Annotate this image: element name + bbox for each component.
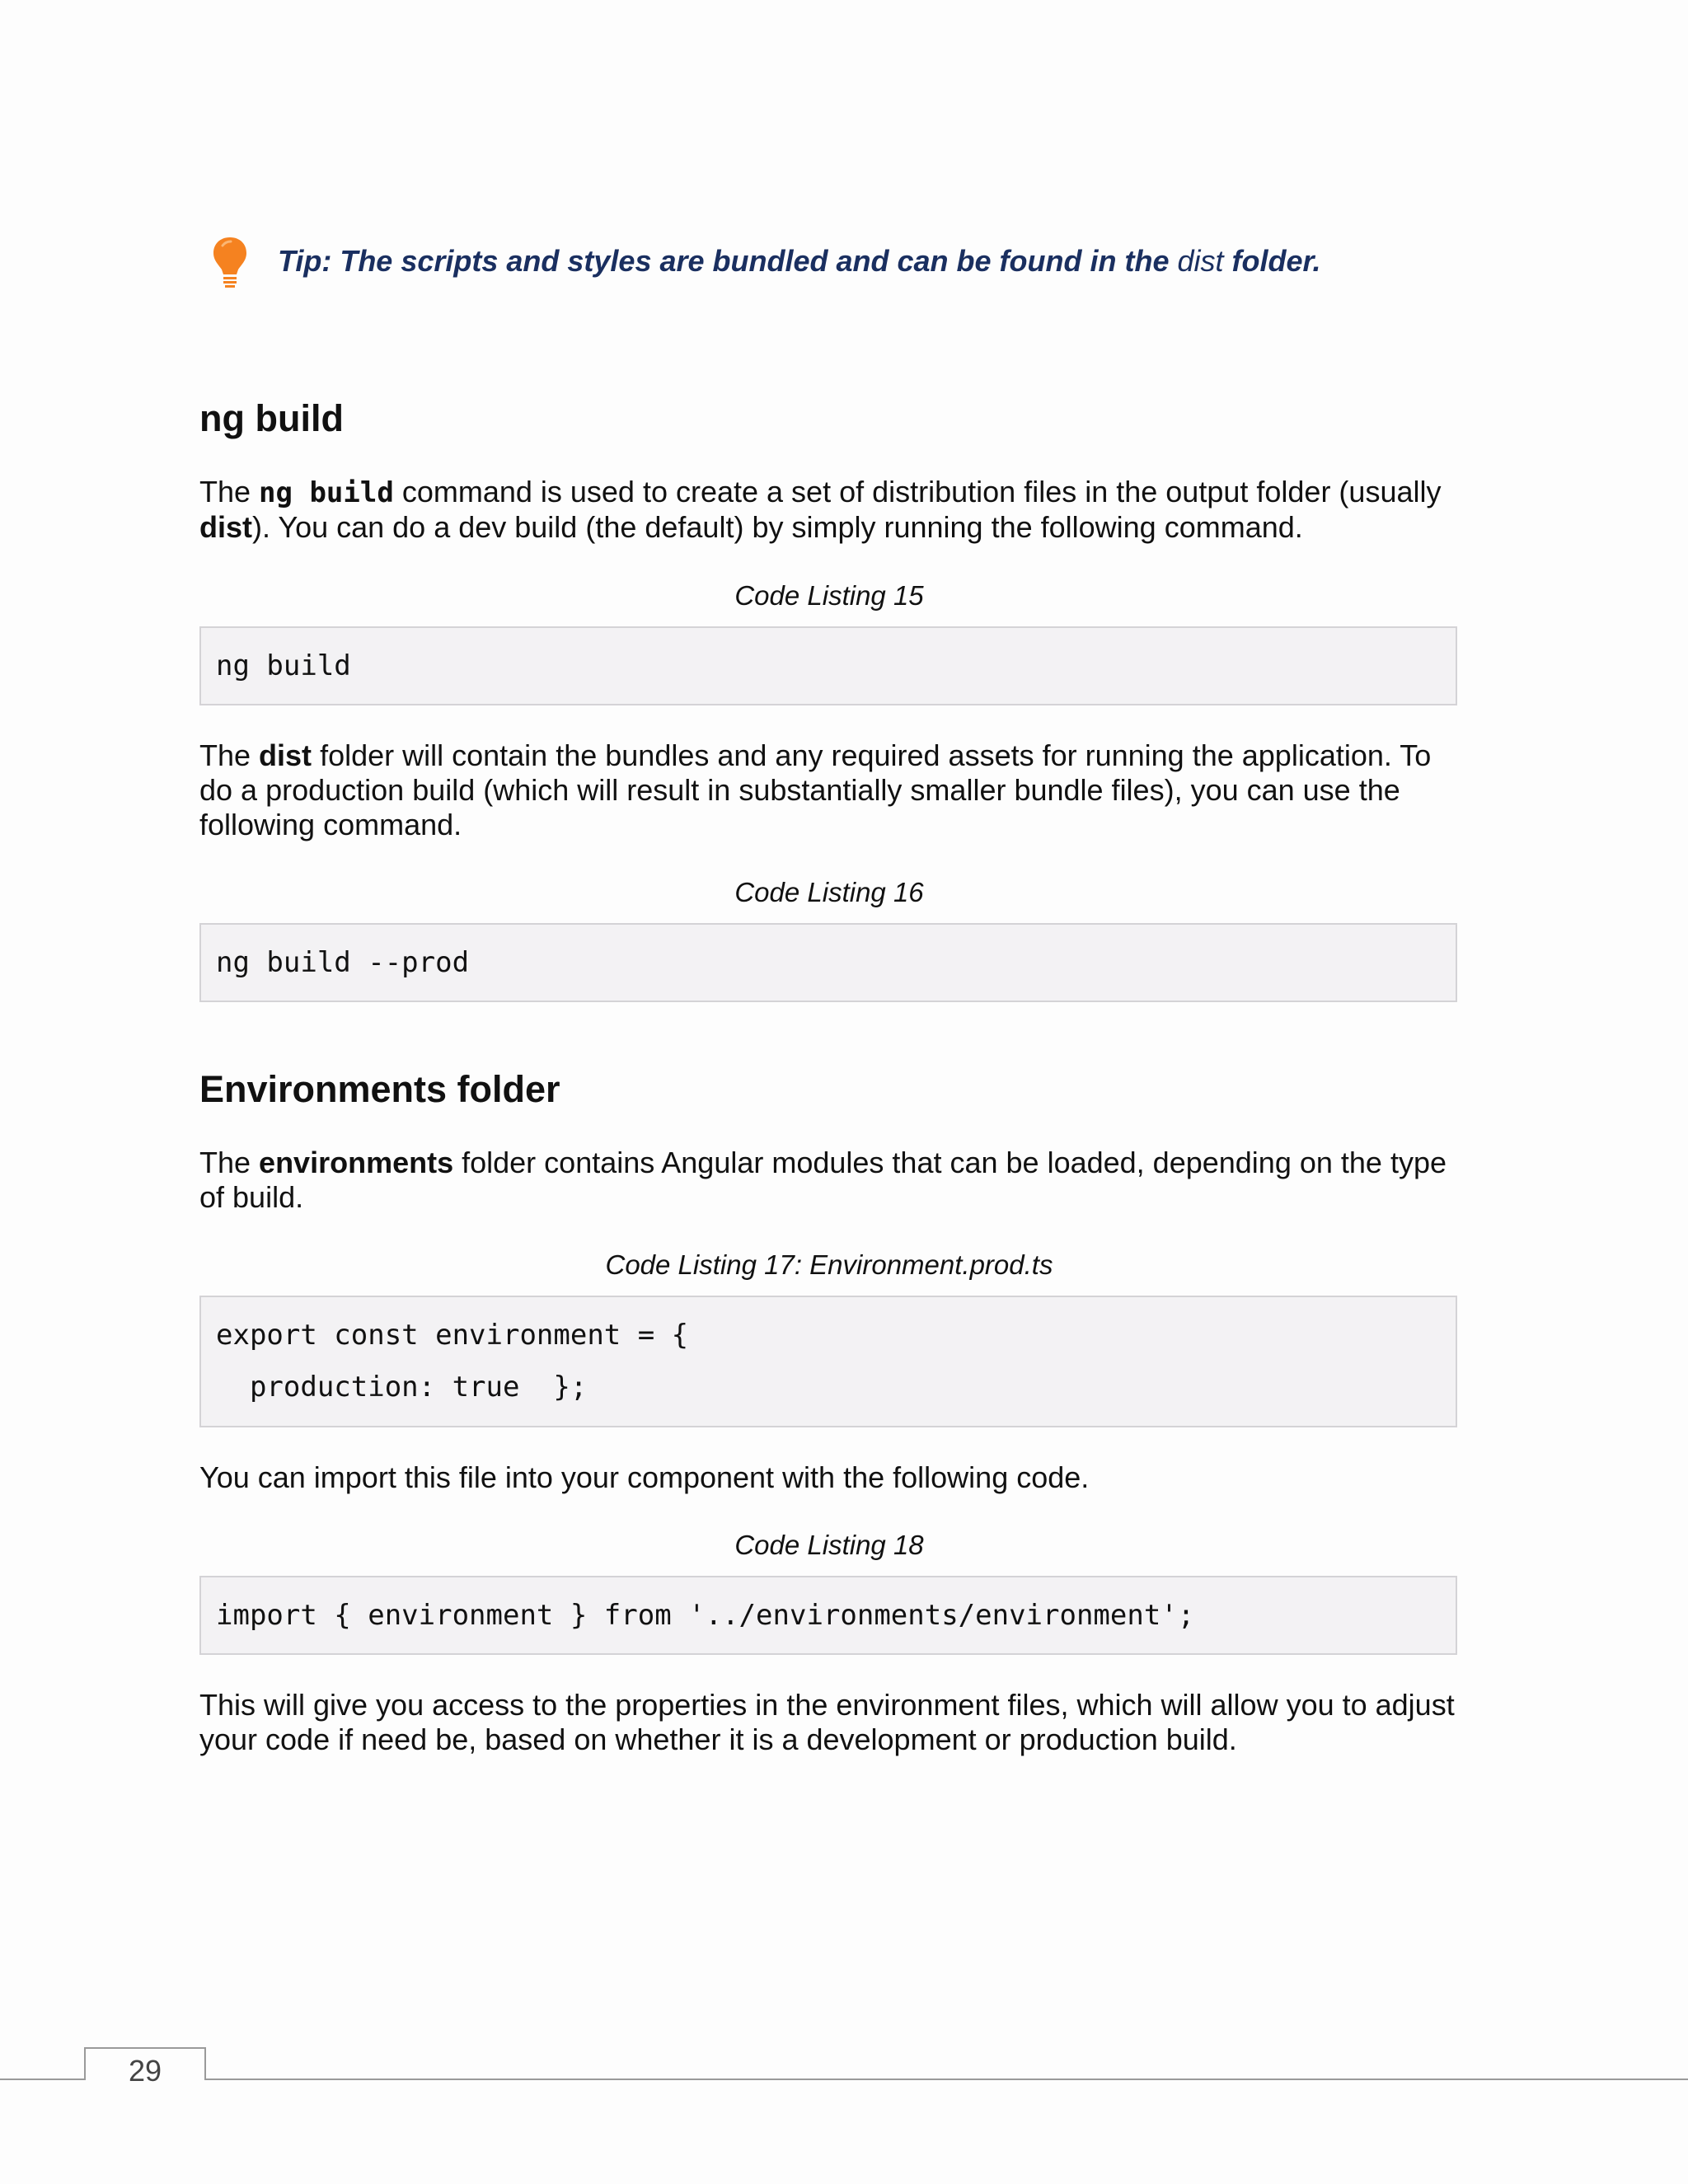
code-listing-18 bbox=[199, 1576, 1457, 1655]
page-number: 29 bbox=[128, 2054, 162, 2088]
code-listing-15-caption: Code Listing 15 bbox=[734, 580, 924, 611]
ng-build-paragraph: The ng build command is used to create a set of distribution files in the output folder (usually dist). You can do a dev build (the default) by simply running the following command. bbox=[199, 475, 1442, 544]
code-listing-16-caption: Code Listing 16 bbox=[734, 877, 924, 907]
code-line: import { environment } from '../environments/environment'; bbox=[216, 1599, 1195, 1632]
code-listing-18-caption: Code Listing 18 bbox=[734, 1530, 924, 1560]
code-line: ng build --prod bbox=[216, 946, 470, 979]
dist-paragraph: The dist folder will contain the bundles and any required assets for running the application. To do a production build (which will result in substantially smaller bundle files), you can use the following command. bbox=[199, 738, 1432, 841]
access-paragraph: This will give you access to the properties in the environment files, which will allow you to adjust your code if need be, based on whether it is a development or production build. bbox=[199, 1688, 1455, 1756]
code-line: production: true }; bbox=[216, 1371, 588, 1404]
environments-paragraph: The environments folder contains Angular modules that can be loaded, depending on the type of build. bbox=[199, 1146, 1447, 1214]
code-listing-17-caption: Code Listing 17: Environment.prod.ts bbox=[605, 1249, 1053, 1280]
code-line: export const environment = { bbox=[216, 1319, 689, 1352]
code-line: ng build bbox=[216, 649, 351, 682]
code-listing-15 bbox=[199, 626, 1457, 705]
inline-code: ng build bbox=[259, 476, 394, 509]
code-listing-16 bbox=[199, 923, 1457, 1002]
tip-text: Tip: The scripts and styles are bundled and can be found in the dist folder. bbox=[278, 244, 1321, 278]
tip-emphasis: dist bbox=[1177, 244, 1224, 278]
lightbulb-icon bbox=[211, 236, 249, 292]
code-listing-17 bbox=[199, 1296, 1457, 1427]
tip-callout bbox=[211, 236, 1497, 293]
import-paragraph: You can import this file into your component with the following code. bbox=[199, 1460, 1090, 1494]
heading-ng-build: ng build bbox=[199, 397, 344, 439]
page-number-tab bbox=[84, 2047, 206, 2088]
heading-environments-folder: Environments folder bbox=[199, 1068, 560, 1110]
footer-rule bbox=[0, 2079, 1688, 2080]
